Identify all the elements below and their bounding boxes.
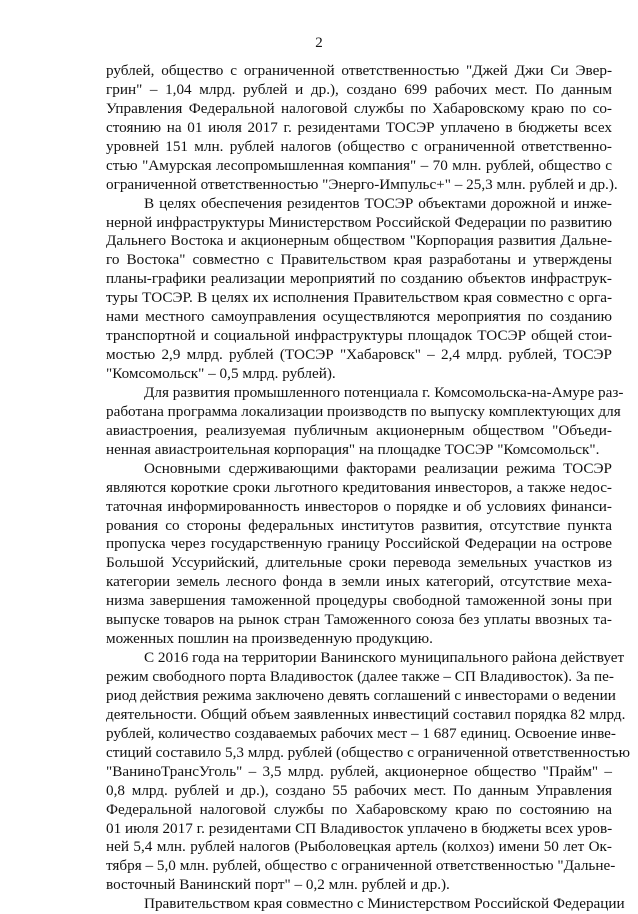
text-line: нами местного самоуправления осуществляются мероприятия по созданию xyxy=(106,308,612,326)
text-line: ненная авиастроительная корпорация" на площадке ТОСЭР "Комсомольск". xyxy=(106,440,600,458)
text-line: стоянию на 01 июля 2017 г. резидентами ТОСЭР уплачено в бюджеты всех xyxy=(106,118,612,136)
paragraph xyxy=(106,62,618,195)
text-line: выпуске товаров на рынок стран Таможенного союза без уплаты ввозных та- xyxy=(106,611,612,629)
text-line: С 2016 года на территории Ванинского муниципального района действует xyxy=(144,649,625,667)
text-line: таточная информированность инвесторов о порядке и об условиях финанси- xyxy=(106,497,612,515)
text-line: "ВаниноТрансУголь" – 3,5 млрд. рублей, акционерное общество "Прайм" – xyxy=(106,762,612,780)
text-line: Основными сдерживающими факторами реализации режима ТОСЭР xyxy=(144,459,612,477)
text-line: 0,8 млрд. рублей и др.), создано 55 рабочих мест. По данным Управления xyxy=(106,781,612,799)
text-line: мостью 2,9 млрд. рублей (ТОСЭР "Хабаровск" – 2,4 млрд. рублей, ТОСЭР xyxy=(106,346,612,364)
text-line: низма завершения таможенной процедуры свободной таможенной зоны при xyxy=(106,592,612,610)
text-line: моженных пошлин на произведенную продукцию. xyxy=(106,630,433,648)
text-line: рублей, количество создаваемых рабочих мест – 1 687 единиц. Освоение инве- xyxy=(106,724,616,742)
paragraph xyxy=(106,460,612,649)
text-line: тября – 5,0 млн. рублей, общество с ограниченной ответственностью "Дальне- xyxy=(106,857,616,875)
text-line: 01 июля 2017 г. резидентами СП Владивосток уплачено в бюджеты всех уров- xyxy=(106,819,613,837)
text-line: ограниченной ответственностью "Энерго-Импульс+" – 25,3 млн. рублей и др.). xyxy=(106,175,618,193)
paragraph xyxy=(106,195,612,384)
text-line: уровней 151 млн. рублей налогов (общество с ограниченной ответственно- xyxy=(106,137,612,155)
text-line: авиастроения, реализуемая публичным акционерным обществом "Объеди- xyxy=(106,421,612,439)
text-line: транспортной и социальной инфраструктуры площадок ТОСЭР общей стои- xyxy=(106,327,612,345)
text-line: планы-графики реализации мероприятий по созданию объектов инфраструк- xyxy=(106,270,612,288)
text-line: Для развития промышленного потенциала г. Комсомольска-на-Амуре раз- xyxy=(144,383,624,401)
text-line: восточный Ванинский порт" – 0,2 млн. рублей и др.). xyxy=(106,876,450,894)
text-line: деятельности. Общий объем заявленных инвестиций составил порядка 82 млрд. xyxy=(106,705,626,723)
text-line: пропуска через государственную границу Российской Федерации на острове xyxy=(106,535,612,553)
text-line: стью "Амурская лесопромышленная компания" – 70 млн. рублей, общество с xyxy=(106,156,612,174)
text-line: туры ТОСЭР. В целях их исполнения Правительством края совместно с орга- xyxy=(106,289,612,307)
text-line: го Востока" совместно с Правительством края разработаны и утверждены xyxy=(106,251,612,269)
text-line: нерной инфраструктуры Министерством Российской Федерации по развитию xyxy=(106,213,612,231)
text-line: являются короткие сроки льготного кредитования инвесторов, а также недос- xyxy=(106,478,612,496)
text-line: риод действия режима заключено девять соглашений с инвесторами о ведении xyxy=(106,686,616,704)
text-line: Федеральной налоговой службы по Хабаровскому краю по состоянию на xyxy=(106,800,612,818)
paragraph xyxy=(106,649,630,895)
paragraph xyxy=(106,383,624,460)
page-number: 2 xyxy=(315,35,323,51)
text-line: "Комсомольск" – 0,5 млрд. рублей). xyxy=(106,365,336,382)
text-line: режим свободного порта Владивосток (далее также – СП Владивосток). За пе- xyxy=(106,668,614,685)
text-line: В целях обеспечения резидентов ТОСЭР объектами дорожной и инже- xyxy=(144,194,612,212)
text-line: Большой Уссурийский, длительные сроки перевода земельных участков из xyxy=(106,554,612,572)
text-line: Правительством края совместно с Министерством Российской Федерации xyxy=(144,895,625,913)
text-line: рублей, общество с ограниченной ответственностью "Джей Джи Си Эвер- xyxy=(106,62,612,79)
text-line: работана программа локализации производств по выпуску комплектующих для xyxy=(106,402,621,420)
document-body xyxy=(106,62,630,914)
text-line: Дальнего Востока и акционерным обществом "Корпорация развития Дальне- xyxy=(106,232,612,250)
text-line: категории земель лесного фонда в земли иных категорий, отсутствие меха- xyxy=(106,573,612,591)
text-line: Управления Федеральной налоговой службы по Хабаровскому краю по со- xyxy=(106,99,612,117)
text-line: ней 5,4 млн. рублей налогов (Рыболовецкая артель (колхоз) имени 50 лет Ок- xyxy=(106,838,612,856)
text-line: стиций составило 5,3 млрд. рублей (общество с ограниченной ответственностью xyxy=(106,743,630,761)
text-line: рования со стороны федеральных институтов развития, отсутствие пункта xyxy=(106,516,612,534)
text-line: грин" – 1,04 млрд. рублей и др.), создано 699 рабочих мест. По данным xyxy=(106,80,612,98)
